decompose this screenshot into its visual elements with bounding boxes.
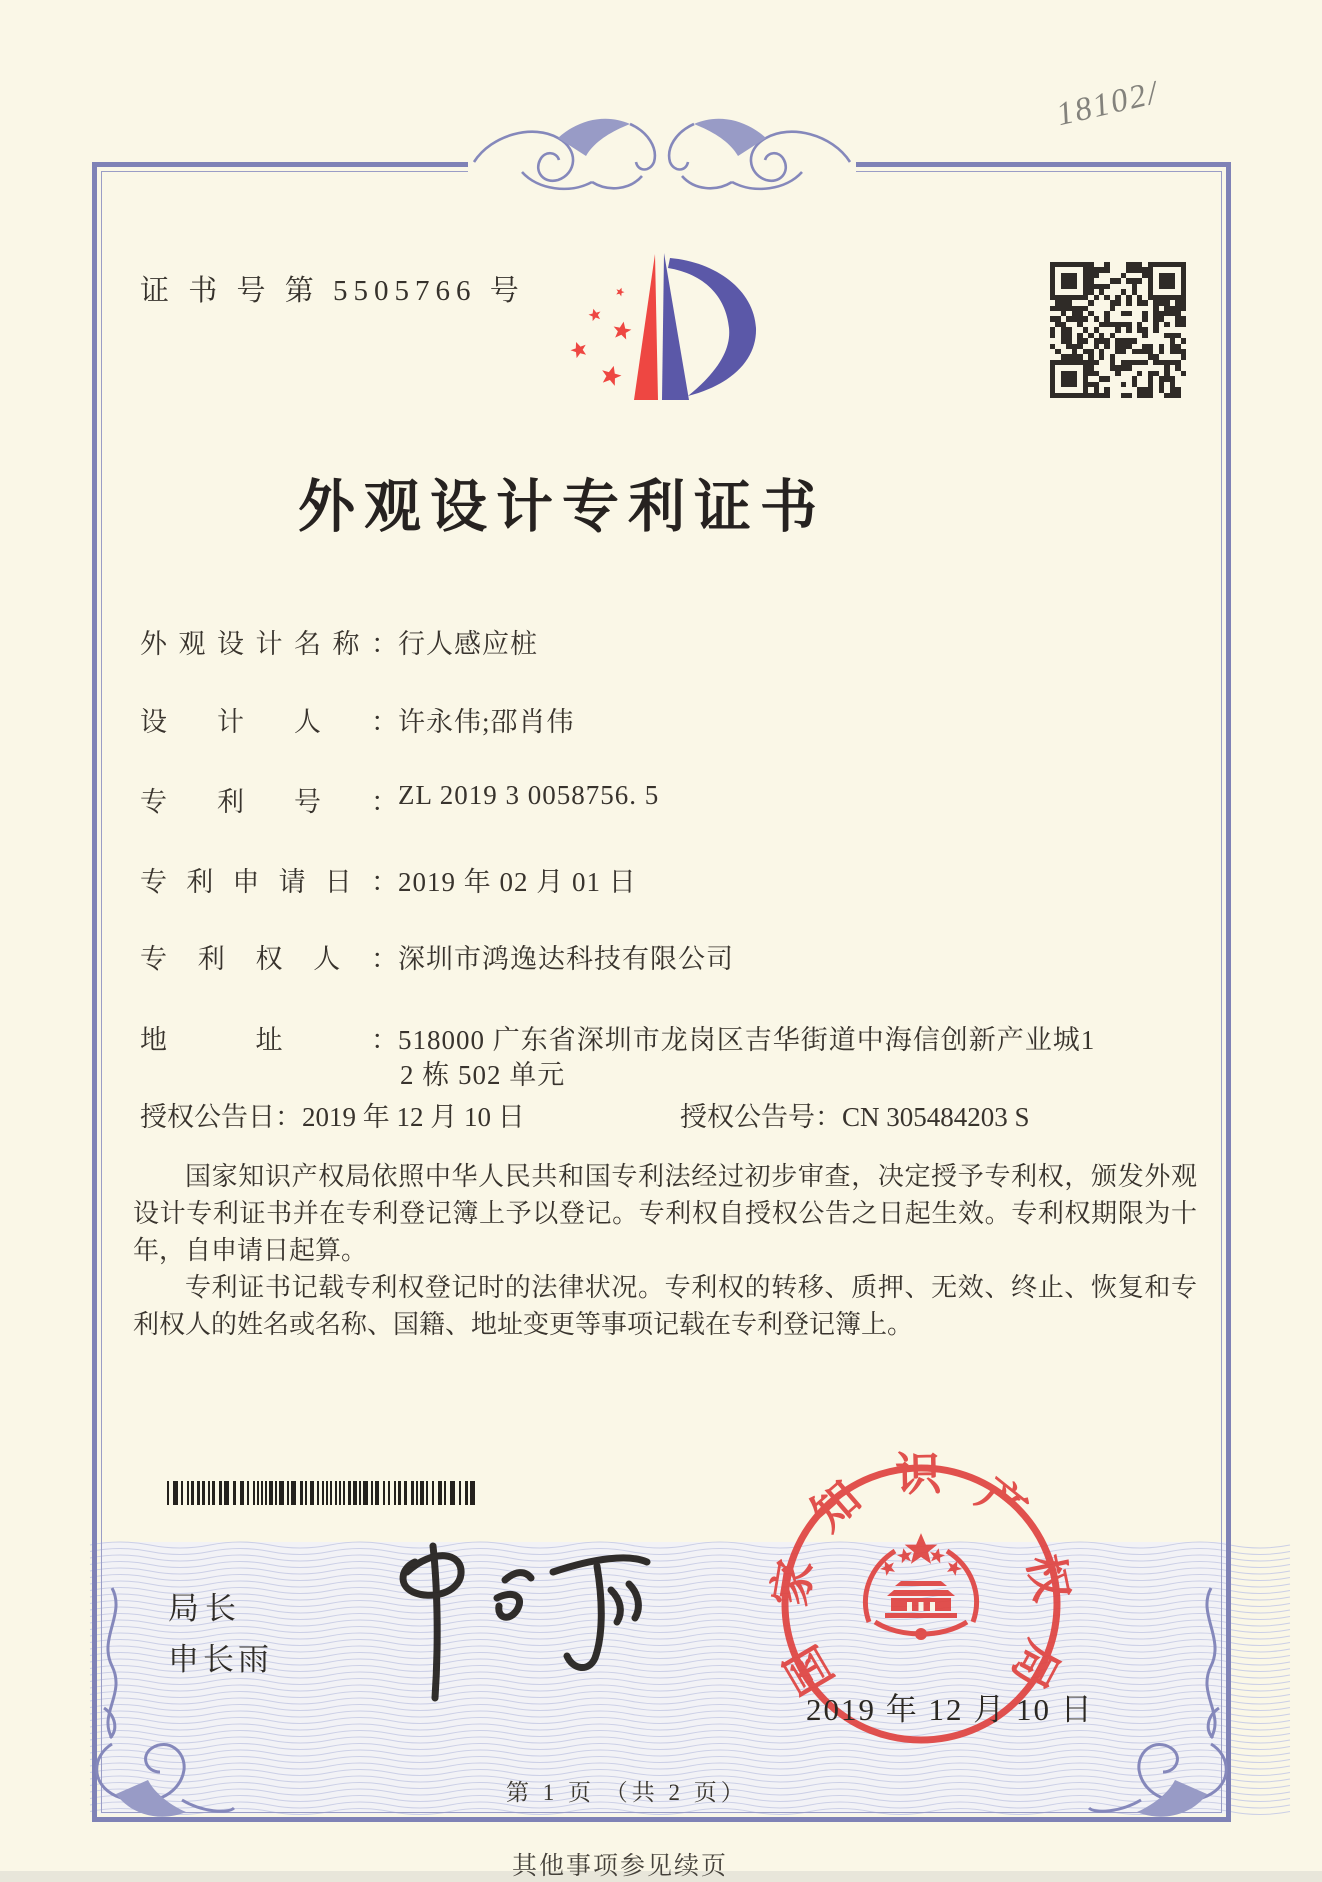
field-value: 行人感应桩 (398, 629, 538, 659)
field-value: 许永伟;邵肖伟 (398, 707, 575, 737)
svg-text:国家知识产权局 (764, 1449, 1077, 1703)
handwritten-pencil-note: 18102/ (1053, 74, 1163, 134)
document-title: 外观设计专利证书 (298, 476, 826, 539)
seal-date: 2019 年 12 月 10 日 (806, 1692, 1094, 1727)
field-value: ZL 2019 3 0058756. 5 (398, 780, 660, 810)
legal-text-block (133, 1158, 1197, 1343)
grant-date-label: 授权公告日： (140, 1102, 302, 1132)
qr-code (1050, 262, 1186, 398)
field-label: 外观设计名称： (140, 629, 398, 659)
certificate-number: 证 书 号 第 5505766 号 (140, 275, 525, 307)
grant-number-group (680, 1095, 1030, 1134)
field-value: 518000 广东省深圳市龙岗区吉华街道中海信创新产业城1 (398, 1025, 1096, 1055)
bottom-cutoff-text (512, 1846, 772, 1880)
corner-flourish-icon (1086, 1588, 1241, 1823)
issuer-title: 局长 (168, 1591, 242, 1626)
field-design-name (140, 622, 1210, 661)
grant-number-value: CN 305484203 S (842, 1102, 1030, 1132)
page-indicator: 第 1 页 （共 2 页） (506, 1780, 748, 1805)
field-grant-row (140, 1095, 1210, 1134)
legal-paragraph-2: 专利证书记载专利权登记时的法律状况。专利权的转移、质押、无效、终止、恢复和专利权人的姓名或名称、国籍、地址变更等事项记载在专利登记簿上。 (133, 1273, 1197, 1339)
barcode (167, 1481, 479, 1505)
field-value: 深圳市鸿逸达科技有限公司 (398, 944, 734, 974)
field-label: 专利号： (140, 787, 398, 817)
field-label: 地址： (140, 1025, 398, 1055)
top-ornament-icon (462, 110, 862, 198)
field-label: 专利权人： (140, 944, 398, 974)
issuer-name: 申长雨 (168, 1642, 273, 1677)
grant-date-value: 2019 年 12 月 10 日 (302, 1102, 525, 1132)
field-filing-date (140, 860, 1210, 899)
grant-number-label: 授权公告号： (680, 1102, 842, 1132)
field-label: 设计人： (140, 707, 398, 737)
field-value: 2019 年 02 月 01 日 (398, 867, 637, 897)
cnipa-logo-icon (558, 242, 763, 412)
field-patent-number (140, 780, 1210, 819)
field-designer (140, 700, 1210, 739)
bottom-cutoff-text-content: 其他事项参见续页 (512, 1853, 729, 1880)
field-address (140, 1018, 1210, 1093)
legal-paragraph-1: 国家知识产权局依照中华人民共和国专利法经过初步审查，决定授予专利权，颁发外观设计专利证书并在专利登记簿上予以登记。专利权自授权公告之日起生效。专利权期限为十年，自申请日起算。 (133, 1162, 1197, 1265)
field-label: 专利申请日： (140, 867, 398, 897)
field-value-line2: 2 栋 502 单元 (400, 1060, 566, 1090)
director-signature (345, 1538, 655, 1708)
seal-ring-text: 国家知识产权局 (764, 1448, 1078, 1703)
field-patentee (140, 937, 1210, 976)
national-emblem-icon (865, 1535, 976, 1640)
